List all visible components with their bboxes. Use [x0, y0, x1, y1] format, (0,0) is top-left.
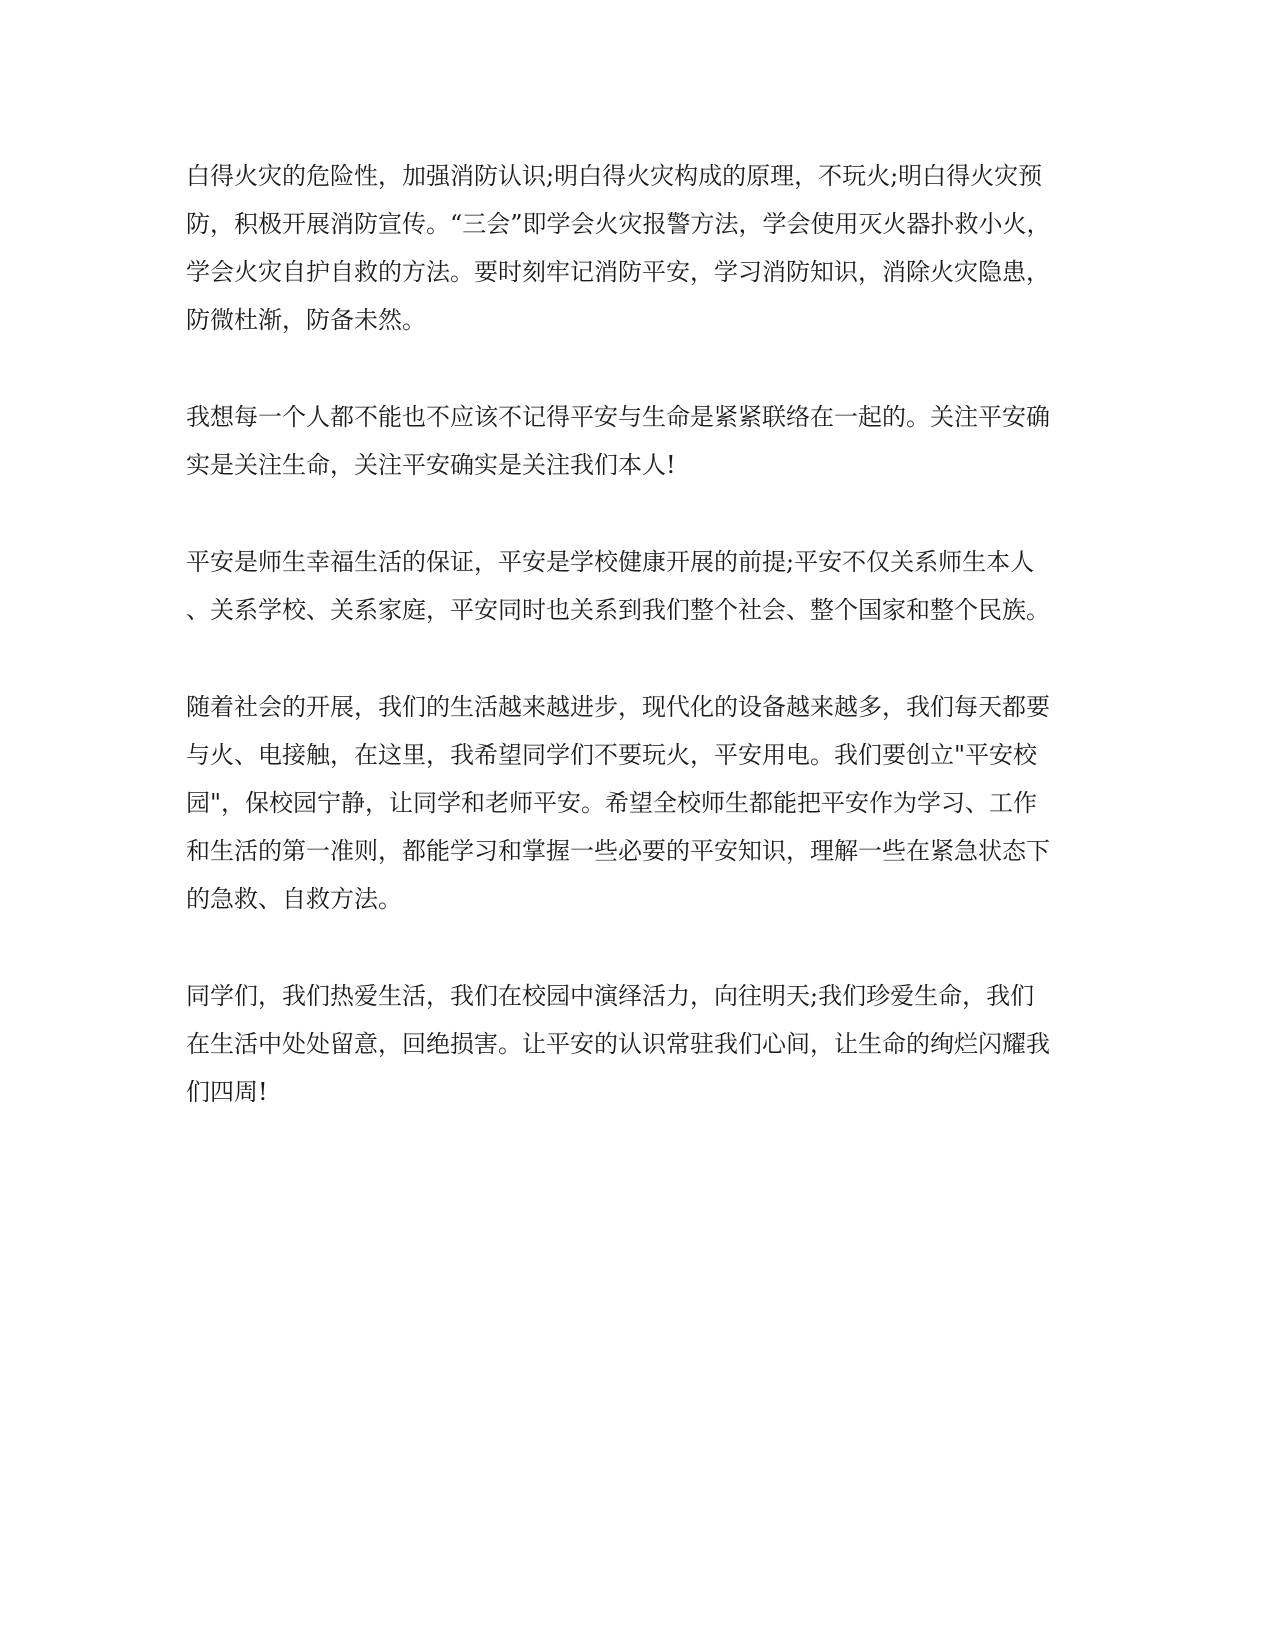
text-line: 和生活的第一准则，都能学习和掌握一些必要的平安知识，理解一些在紧急状态下 [186, 837, 1050, 865]
text-line: 园"，保校园宁静，让同学和老师平安。希望全校师生都能把平安作为学习、工作 [186, 789, 1038, 817]
paragraph-fire-safety [186, 152, 1086, 344]
text-line: 随着社会的开展，我们的生活越来越进步，现代化的设备越来越多，我们每天都要 [186, 693, 1050, 721]
paragraph-safety-and-life [186, 393, 1086, 489]
paragraph-safety-guarantee [186, 538, 1086, 634]
paragraph-closing [186, 972, 1086, 1116]
text-line: 的急救、自救方法。 [186, 885, 402, 913]
text-line: 们四周! [186, 1078, 268, 1106]
text-line: 防，积极开展消防宣传。“三会”即学会火灾报警方法，学会使用灭火器扑救小火， [186, 210, 1051, 238]
text-line: 平安是师生幸福生活的保证，平安是学校健康开展的前提;平安不仅关系师生本人 [186, 548, 1035, 576]
paragraph-safe-campus [186, 683, 1086, 923]
text-line: 与火、电接触，在这里，我希望同学们不要玩火，平安用电。我们要创立"平安校 [186, 741, 1038, 769]
text-line: 学会火灾自护自救的方法。要时刻牢记消防平安，学习消防知识，消除火灾隐患， [186, 258, 1050, 286]
text-line: 我想每一个人都不能也不应该不记得平安与生命是紧紧联络在一起的。关注平安确 [186, 403, 1050, 431]
text-line: 防微杜渐，防备未然。 [186, 306, 426, 334]
document-body [186, 152, 1086, 1165]
text-line: 、关系学校、关系家庭，平安同时也关系到我们整个社会、整个国家和整个民族。 [186, 596, 1050, 624]
text-line: 实是关注生命，关注平安确实是关注我们本人! [186, 451, 676, 479]
text-line: 白得火灾的危险性，加强消防认识;明白得火灾构成的原理，不玩火;明白得火灾预 [186, 162, 1043, 190]
text-line: 在生活中处处留意，回绝损害。让平安的认识常驻我们心间，让生命的绚烂闪耀我 [186, 1030, 1050, 1058]
text-line: 同学们，我们热爱生活，我们在校园中演绎活力，向往明天;我们珍爱生命，我们 [186, 982, 1035, 1010]
